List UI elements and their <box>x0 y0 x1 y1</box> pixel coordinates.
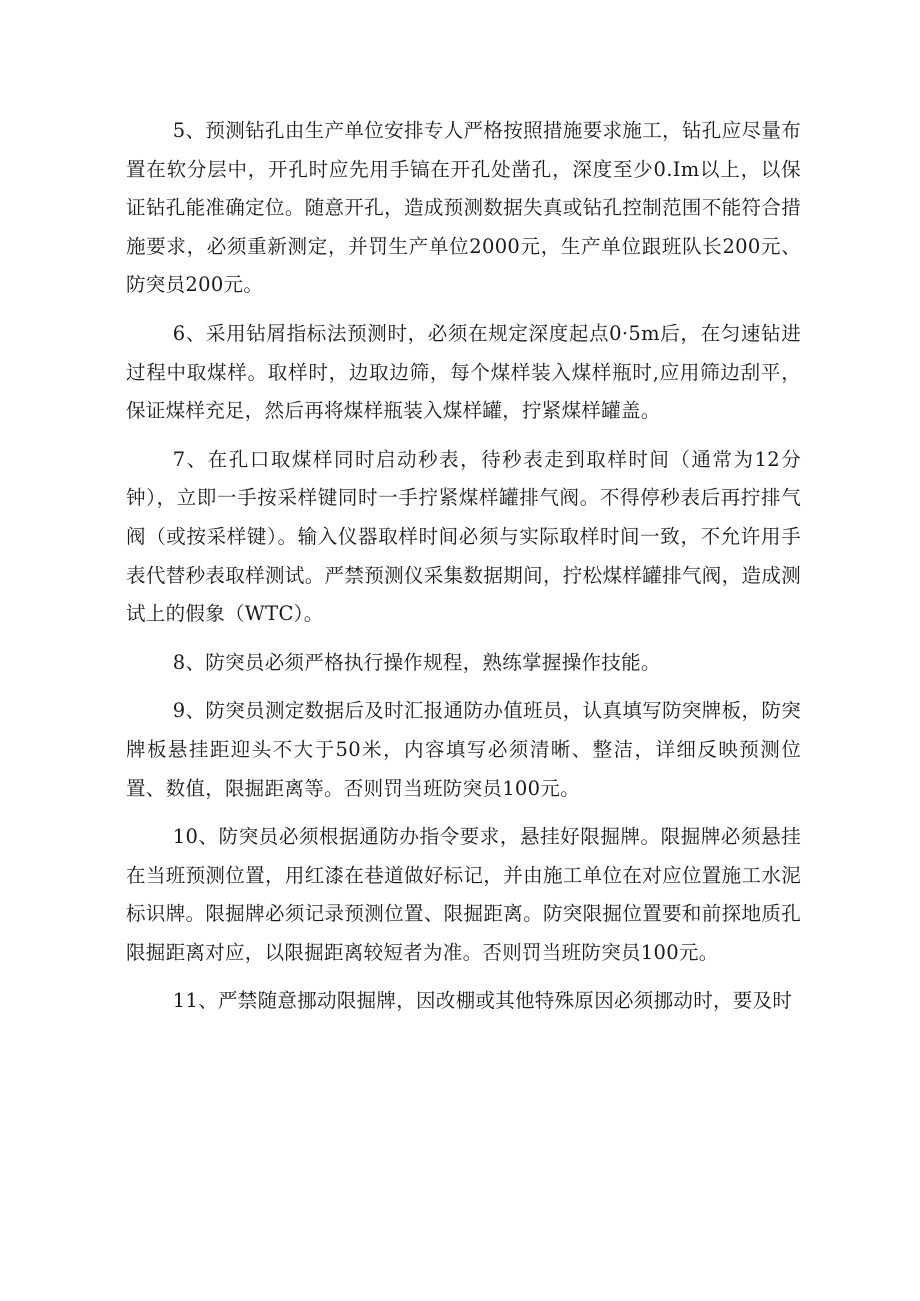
paragraph-7: 7、在孔口取煤样同时启动秒表，待秒表走到取样时间（通常为12分钟），立即一手按采样键同时一手拧紧煤样罐排气阀。不得停秒表后再拧排气阀（或按采样键）。输入仪器取样时间必须与实际取样时间一致，不允许用手表代替秒表取样测试。严禁预测仪采集数据期间，拧松煤样罐排气阀，造成测试上的假象（WTC）。 <box>126 447 801 626</box>
paragraph-8: 8、防突员必须严格执行操作规程，熟练掌握操作技能。 <box>172 650 661 674</box>
paragraph-11: 11、严禁随意挪动限掘牌，因改棚或其他特殊原因必须挪动时，要及时 <box>172 989 793 1013</box>
paragraph-10: 10、防突员必须根据通防办指令要求，悬挂好限掘牌。限掘牌必须悬挂在当班预测位置，用红漆在巷道做好标记，并由施工单位在对应位置施工水泥标识牌。限掘牌必须记录预测位置、限掘距离。防突限掘位置要和前探地质孔限掘距离对应，以限掘距离较短者为准。否则罚当班防突员100元。 <box>126 825 801 964</box>
paragraph-9: 9、防突员测定数据后及时汇报通防办值班员，认真填写防突牌板，防突牌板悬挂距迎头不大于50米，内容填写必须清晰、整洁，详细反映预测位置、数值，限掘距离等。否则罚当班防突员100元。 <box>126 699 801 800</box>
paragraph-5: 5、预测钻孔由生产单位安排专人严格按照措施要求施工，钻孔应尽量布置在软分层中，开孔时应先用手镐在开孔处凿孔，深度至少0.Im以上，以保证钻孔能准确定位。随意开孔，造成预测数据失真或钻孔控制范围不能符合措施要求，必须重新测定，并罚生产单位2000元，生产单位跟班队长200元、防突员200元。 <box>126 119 801 297</box>
paragraph-6: 6、采用钻屑指标法预测时，必须在规定深度起点0·5m后，在匀速钻进过程中取煤样。取样时，边取边筛，每个煤样装入煤样瓶时,应用筛边刮平，保证煤样充足，然后再将煤样瓶装入煤样罐，拧紧煤样罐盖。 <box>126 321 801 423</box>
document-body <box>126 112 801 1031</box>
